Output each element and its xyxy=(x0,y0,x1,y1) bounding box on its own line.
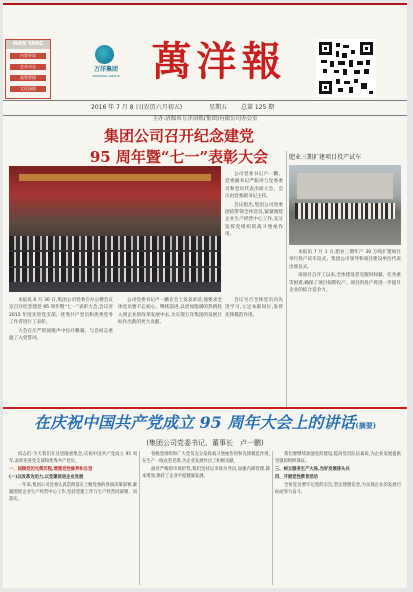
project-launch-photo xyxy=(289,165,401,245)
wanyang-logo-icon xyxy=(95,45,114,64)
meeting-photo xyxy=(9,166,221,292)
speech-col2: 各级党组织和广大党员充分发挥战斗堡垒作用和先锋模范作用,在生产一线攻坚克难,为企业发展作出了积极贡献。 面对严峻的市场形势,我们坚持以市场为导向,加强内部管理,降本增效,保持了企业平稳健康发展。 xyxy=(142,452,270,479)
sidebar-item-neiye-daodu[interactable]: 内容导读 xyxy=(10,53,46,59)
speech-byline: (集团公司党委书记、董事长 卢一鹏) xyxy=(146,439,264,447)
logo-name: 万洋集团 xyxy=(93,66,118,73)
speech-headline: 在庆祝中国共产党成立 95 周年大会上的讲话(摘要) xyxy=(33,413,377,432)
issue-weekday: 星期五 xyxy=(209,104,228,111)
speech-col3: 我们要继续加强党的建设,提高党员队伍素质,为企业发展提供坚强的组织保证。 三、树立服务生产大局,当好发展排头兵 四、开展党性教育活动 全体党员要牢记党的宗旨,坚定理想信念,为实现企业的发展目标而努力奋斗。 xyxy=(275,452,401,495)
lead-headline-line2: 95 周年暨“七一”表彰大会 xyxy=(89,148,269,166)
lead-headline xyxy=(61,126,297,168)
sponsor-line: 主办:济源市万洋冶炼(集团)有限公司办公室 xyxy=(152,116,258,122)
sidebar-item-qiye-dongtai[interactable]: 企业动态 xyxy=(10,64,46,70)
lead-article-col2: 本报讯 6 月 30 日,集团公司党委在办公楼会议室召开纪念建党 95 周年暨“七一”表彰大会,会议对 2015 年度先进党支部、优秀共产党员和优秀党务工作者进行了表彰。 大会在庄严的国歌声中拉开帷幕。与会同志重温了入党誓词。 xyxy=(9,298,113,342)
side-photo-caption: 肥业三期扩建项目投产试车 xyxy=(289,154,362,161)
issue-date: 2016 年 7 月 8 日(农历六月初五) xyxy=(91,104,183,111)
qr-code-icon xyxy=(316,39,376,97)
masthead-title: 萬洋報 xyxy=(151,38,287,85)
logo-english: WANYANG GROUP xyxy=(92,74,120,78)
lead-article-col3: 公司党委书记卢一鹏在会上发表讲话,他要求全体党员要不忘初心、继续前进,以更加饱满的热情投入到企业的改革发展中去,为实现万洋集团的发展目标作出新的更大贡献。 xyxy=(118,298,222,326)
side-article: 本报讯 7 月 1 日,肥业三期年产 30 万吨扩建项目举行投产试车仪式。集团公司领导和项目建设单位代表出席仪式。 该项目自开工以来,全体建设者克服时间紧、任务重等困难,确保了项目按期投产。项目的投产将进一步提升企业的综合竞争力。 xyxy=(289,250,401,294)
issue-number: 总第 125 期 xyxy=(241,104,275,111)
top-rule xyxy=(3,3,407,5)
sidebar-title: WAN YANG xyxy=(6,40,50,49)
issue-info-bar xyxy=(3,100,407,116)
speech-col1: 同志们:今天我们在这里隆重集会,庆祝中国共产党成立 95 周年,表彰先进党支部和优秀共产党员。 一、回顾党的光辉历程,增强党性修养和自觉 (一)以改革为动力,以党建促进企业发展 一年来,集团公司党委认真贯彻落实上级党委的各项决策部署,紧紧围绕企业生产经营中心工作,坚持党建工作与生产经营同部署、同落实。 xyxy=(9,452,137,502)
newspaper-page xyxy=(3,3,407,588)
sidebar-item-zhengce-yaowen[interactable]: 政策要闻 xyxy=(10,75,46,81)
sidebar-menu xyxy=(5,39,51,99)
lead-article-col4: 会议号召全体党员向先进学习,立足本职岗位,发挥先锋模范作用。 xyxy=(225,298,283,318)
lead-headline-line1: 集团公司召开纪念建党 xyxy=(103,127,254,145)
sidebar-item-wenhua-yuandi[interactable]: 文化园地 xyxy=(10,86,46,92)
lead-article-col1: 公司党委书记卢一鹏、党委副书记严振涛与党委委员和党员代表出席大会。会议由党委副书记主持。 会议指出,集团公司党委团结带领全体党员,紧紧围绕企业生产经营中心工作,充分发挥党组织的战斗堡垒作用。 xyxy=(225,172,283,238)
